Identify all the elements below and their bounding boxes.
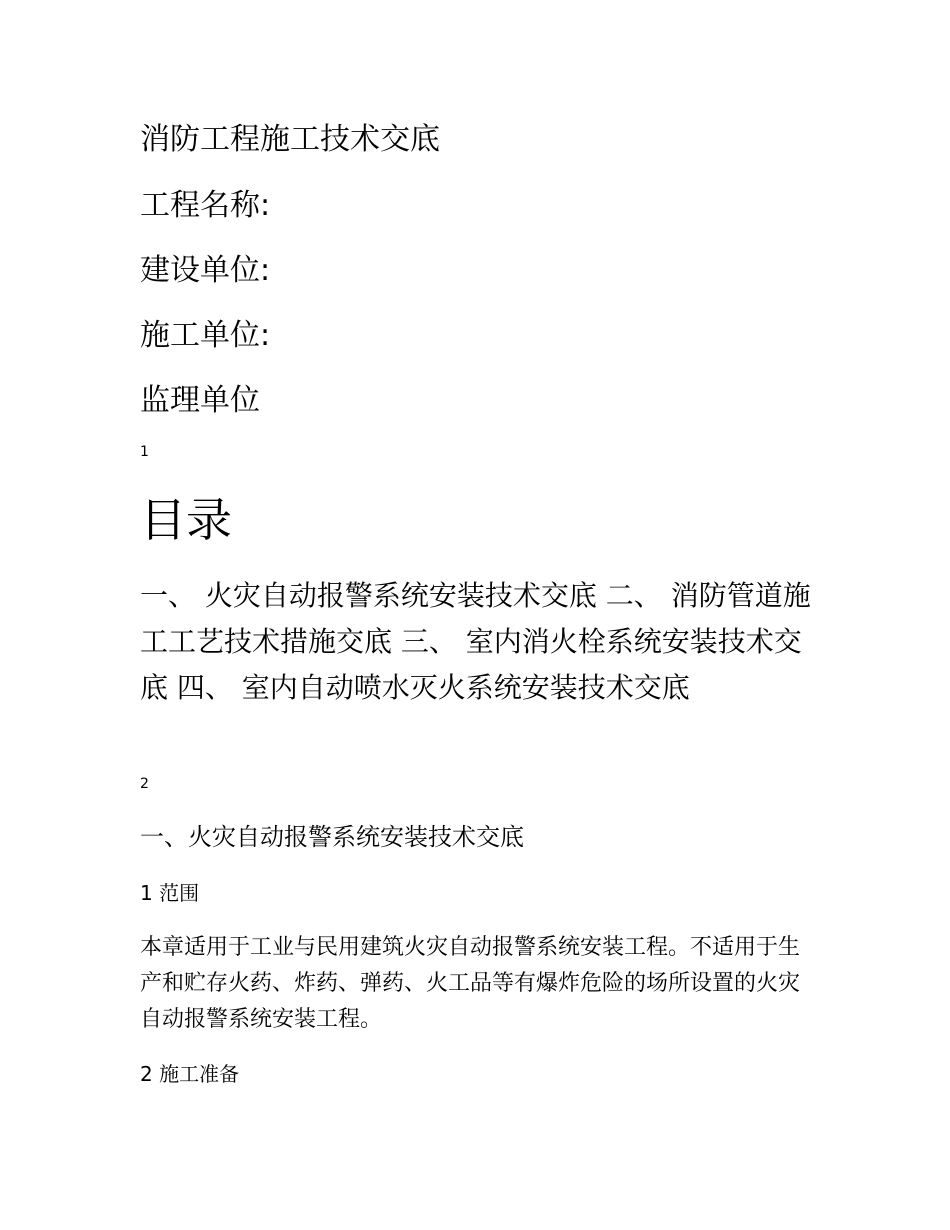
toc-heading: 目录 — [140, 493, 232, 547]
toc-body: 一、 火灾自动报警系统安装技术交底 二、 消防管道施工工艺技术措施交底 三、 室内消火栓系统安装技术交底 四、 室内自动喷水灭火系统安装技术交底 — [140, 579, 811, 704]
owner-label: 建设单位: — [140, 253, 271, 288]
scope-paragraph: 本章适用于工业与民用建筑火灾自动报警系统安装工程。不适用于生产和贮存火药、炸药、弹药、火工品等有爆炸危险的场所设置的火灾自动报警系统安装工程。 — [140, 935, 801, 1032]
contractor-label: 施工单位: — [140, 318, 271, 353]
page-number-2: 2 — [140, 776, 149, 792]
supervisor-label: 监理单位 — [140, 383, 260, 418]
cover-title: 消防工程施工技术交底 — [140, 122, 440, 157]
scope-heading: 1 范围 — [140, 881, 200, 905]
section-title: 一、火灾自动报警系统安装技术交底 — [140, 823, 524, 851]
prep-heading: 2 施工准备 — [140, 1062, 240, 1086]
project-name-label: 工程名称: — [140, 188, 271, 223]
page-number-1: 1 — [140, 444, 149, 460]
